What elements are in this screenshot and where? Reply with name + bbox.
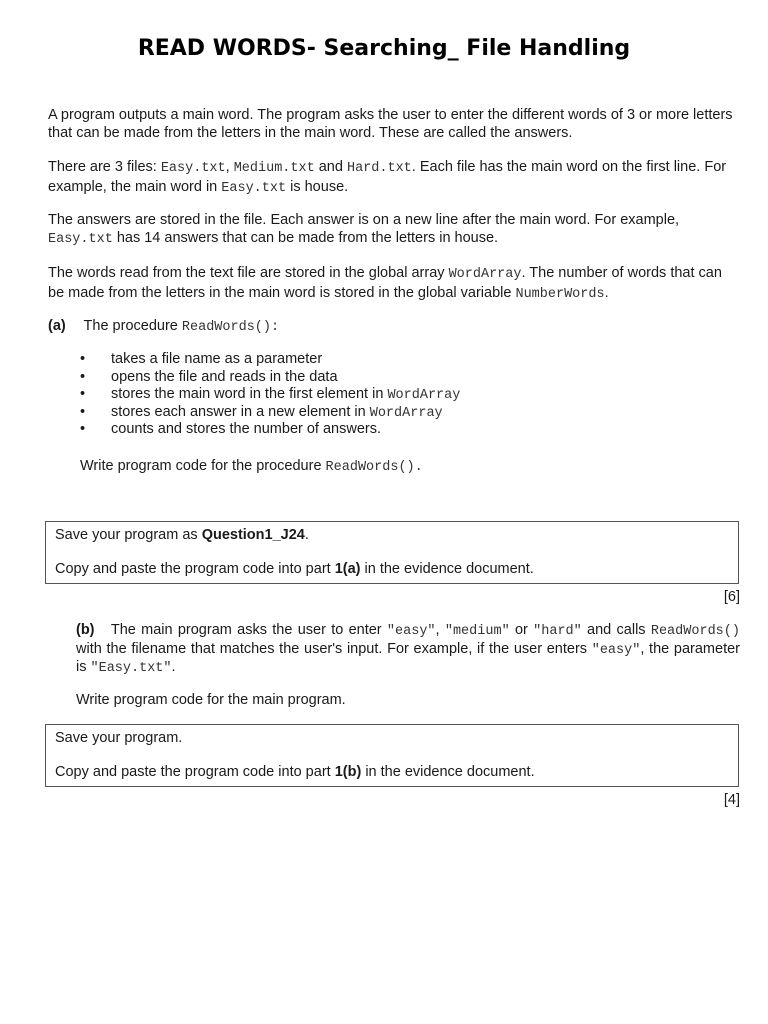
code-number-words: NumberWords (515, 287, 605, 302)
intro-text: . The number of words that can be made from the letters in the main word is stored in the global variable (48, 265, 722, 301)
evidence-part: 1(a) (334, 561, 361, 577)
intro-text: has 14 answers that can be made from the letters in house. (112, 230, 499, 246)
program-name: Question1_J24 (201, 527, 305, 543)
part-b-text: The main program asks the user to enter (110, 622, 387, 638)
bullet-item (80, 386, 460, 404)
page-title: READ WORDS- Searching_ File Handling (137, 36, 631, 61)
code-medium: "medium" (444, 624, 510, 639)
part-b-marks: [4] (723, 792, 740, 808)
save-instruction (55, 527, 309, 543)
code-easy: "easy" (591, 642, 641, 658)
box-text: in the evidence document. (360, 561, 534, 577)
part-b-evidence-box (45, 724, 739, 787)
code-file-easy: Easy.txt (48, 232, 113, 247)
bullet-text: counts and stores the number of answers. (111, 421, 382, 438)
save-instruction: Save your program. (55, 730, 183, 746)
bullet-item (80, 351, 460, 369)
intro-text: The answers are stored in the file. Each answer is on a new line after the main word. For example, (48, 212, 680, 228)
code-read-words: ReadWords(). (325, 460, 423, 475)
intro-text: is house. (286, 179, 349, 195)
part-b-text: with the filename that matches the user's input. For example, if the user enters (76, 640, 592, 657)
bullet-text: stores each answer in a new element in (111, 403, 370, 420)
part-b-text: , (435, 622, 445, 638)
code-word-array: WordArray (369, 405, 443, 421)
code-word-array: WordArray (387, 388, 461, 404)
intro-paragraph-2 (48, 158, 734, 198)
bullet-item (80, 421, 460, 439)
intro-paragraph-4 (48, 264, 734, 304)
part-b-instruction: Write program code for the main program. (76, 692, 346, 708)
part-a-marks: [6] (723, 589, 740, 605)
intro-text: . (604, 285, 609, 301)
part-b-text: or (509, 622, 534, 638)
code-read-words: ReadWords(): (181, 320, 280, 335)
intro-paragraph-3 (48, 211, 734, 249)
intro-text: A program outputs a main word. The program asks the user to enter the different words of 3 or more letters that can be made from the letters in the main word. These are called the answers. (48, 107, 733, 141)
bullet-text: stores the main word in the first element in (111, 386, 388, 403)
part-b-question (76, 622, 740, 678)
code-file-hard: Hard.txt (346, 161, 412, 176)
box-text: Copy and paste the program code into part (55, 764, 335, 780)
code-read-words: ReadWords() (650, 624, 740, 639)
intro-text: There are 3 files: (48, 159, 161, 175)
part-a-intro (48, 317, 734, 337)
code-file-medium: Medium.txt (233, 161, 315, 176)
bullet-item (80, 369, 460, 387)
intro-text: . Each file has the main word on the first line. For example, the main word in (48, 159, 727, 195)
bullet-item (80, 404, 460, 422)
part-a-bullet-list (80, 351, 460, 439)
code-easy: "easy" (386, 624, 436, 639)
part-a-instruction (80, 457, 730, 477)
code-file-easy: Easy.txt (160, 161, 226, 176)
part-a-evidence-box (45, 521, 739, 584)
instruction-text: Write program code for the procedure (80, 458, 326, 474)
part-a-label: (a) (48, 318, 66, 334)
part-b-label: (b) (76, 622, 95, 638)
box-text: Save your program as (55, 527, 202, 543)
evidence-part: 1(b) (334, 764, 362, 780)
part-a-text: The procedure (83, 318, 182, 334)
code-hard: "hard" (533, 624, 582, 639)
box-text: in the evidence document. (361, 764, 535, 780)
part-b-text: . (171, 659, 176, 675)
box-text: Copy and paste the program code into part (55, 561, 335, 577)
intro-text: The words read from the text file are stored in the global array (48, 265, 449, 281)
intro-text: and (314, 159, 347, 175)
box-text: . (304, 527, 309, 543)
intro-text: , (225, 159, 234, 175)
code-file-easy: Easy.txt (221, 181, 287, 196)
bullet-text: opens the file and reads in the data (111, 368, 338, 385)
code-word-array: WordArray (448, 267, 522, 282)
bullet-text: takes a file name as a parameter (111, 351, 323, 367)
copy-instruction (55, 764, 535, 780)
code-easy-file: "Easy.txt" (90, 661, 172, 676)
part-b-text: and calls (581, 622, 651, 638)
copy-instruction (55, 561, 534, 577)
intro-paragraph-1 (48, 106, 734, 142)
part-b-text: , the parameter is (76, 640, 740, 675)
